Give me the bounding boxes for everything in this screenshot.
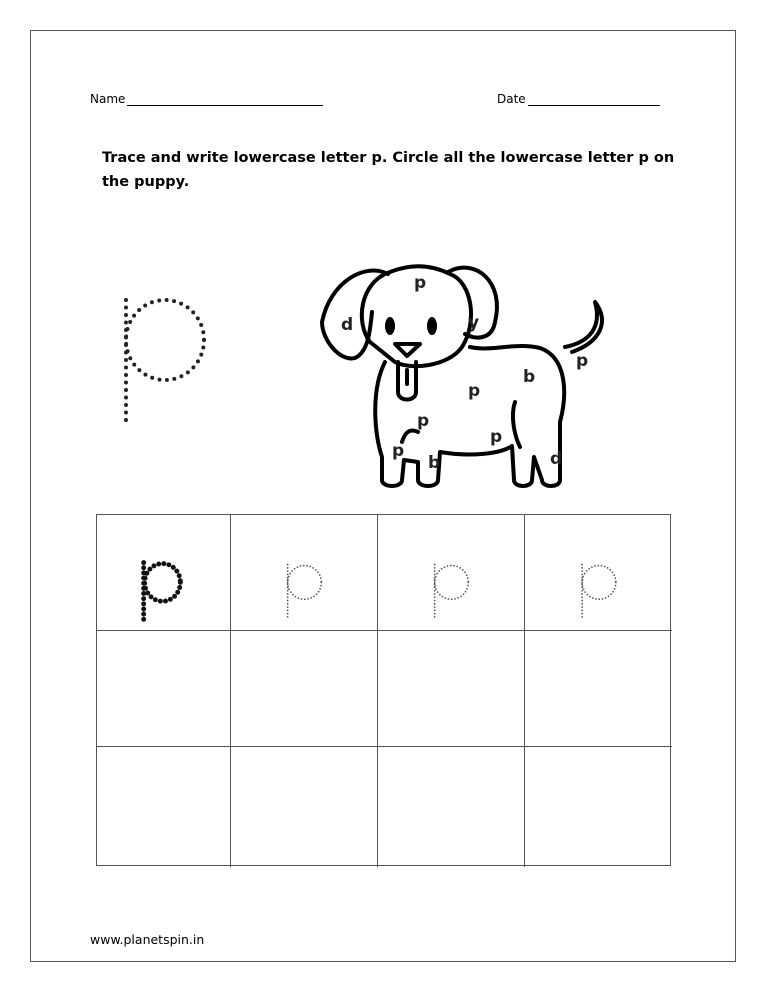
trace-letter-cell[interactable] [378,515,525,631]
model-letter-cell [97,515,231,631]
puppy-letter[interactable]: p [414,273,427,293]
traced-letter-p [525,515,672,630]
name-line [127,93,323,106]
date-field[interactable] [497,92,660,106]
puppy-front-leg-line [402,430,418,442]
model-letter-p [97,515,230,630]
traced-letter-p [378,515,524,630]
writing-cell[interactable] [378,747,525,867]
puppy-letter[interactable]: p [392,441,405,461]
puppy-letter[interactable]: d [550,449,563,469]
puppy-letter[interactable]: d [341,315,354,335]
instructions-text: Trace and write lowercase letter p. Circle all the lowercase letter p on the puppy. [102,150,675,190]
writing-cell[interactable] [525,631,672,747]
writing-cell[interactable] [97,747,231,867]
puppy-letter[interactable]: b [428,453,441,473]
puppy-letter[interactable]: p [468,381,481,401]
puppy-tail [565,302,602,352]
big-dotted-letter-p [110,290,220,440]
name-field[interactable] [90,92,323,106]
puppy-right-eye [427,317,437,335]
puppy-left-eye [385,317,395,335]
trace-letter-cell[interactable] [525,515,672,631]
writing-cell[interactable] [525,747,672,867]
writing-cell[interactable] [97,631,231,747]
trace-letter-cell[interactable] [231,515,378,631]
writing-cell[interactable] [378,631,525,747]
puppy-letter[interactable]: p [417,411,430,431]
website-footer: www.planetspin.in [90,932,205,947]
puppy-letter[interactable]: p [576,351,589,371]
traced-letter-p [231,515,377,630]
puppy-left-ear [322,271,388,359]
puppy-nose [395,344,420,356]
writing-cell[interactable] [231,747,378,867]
name-label: Name [90,92,126,106]
puppy-letter[interactable]: y [468,313,480,333]
date-label: Date [497,92,526,106]
puppy-leg-line [513,402,520,447]
tracing-grid [96,514,671,866]
date-line [528,93,660,106]
puppy-letter[interactable]: p [490,427,503,447]
puppy-illustration [310,252,620,497]
puppy-letter[interactable]: b [523,367,536,387]
writing-cell[interactable] [231,631,378,747]
dotted-bowl [126,300,204,380]
